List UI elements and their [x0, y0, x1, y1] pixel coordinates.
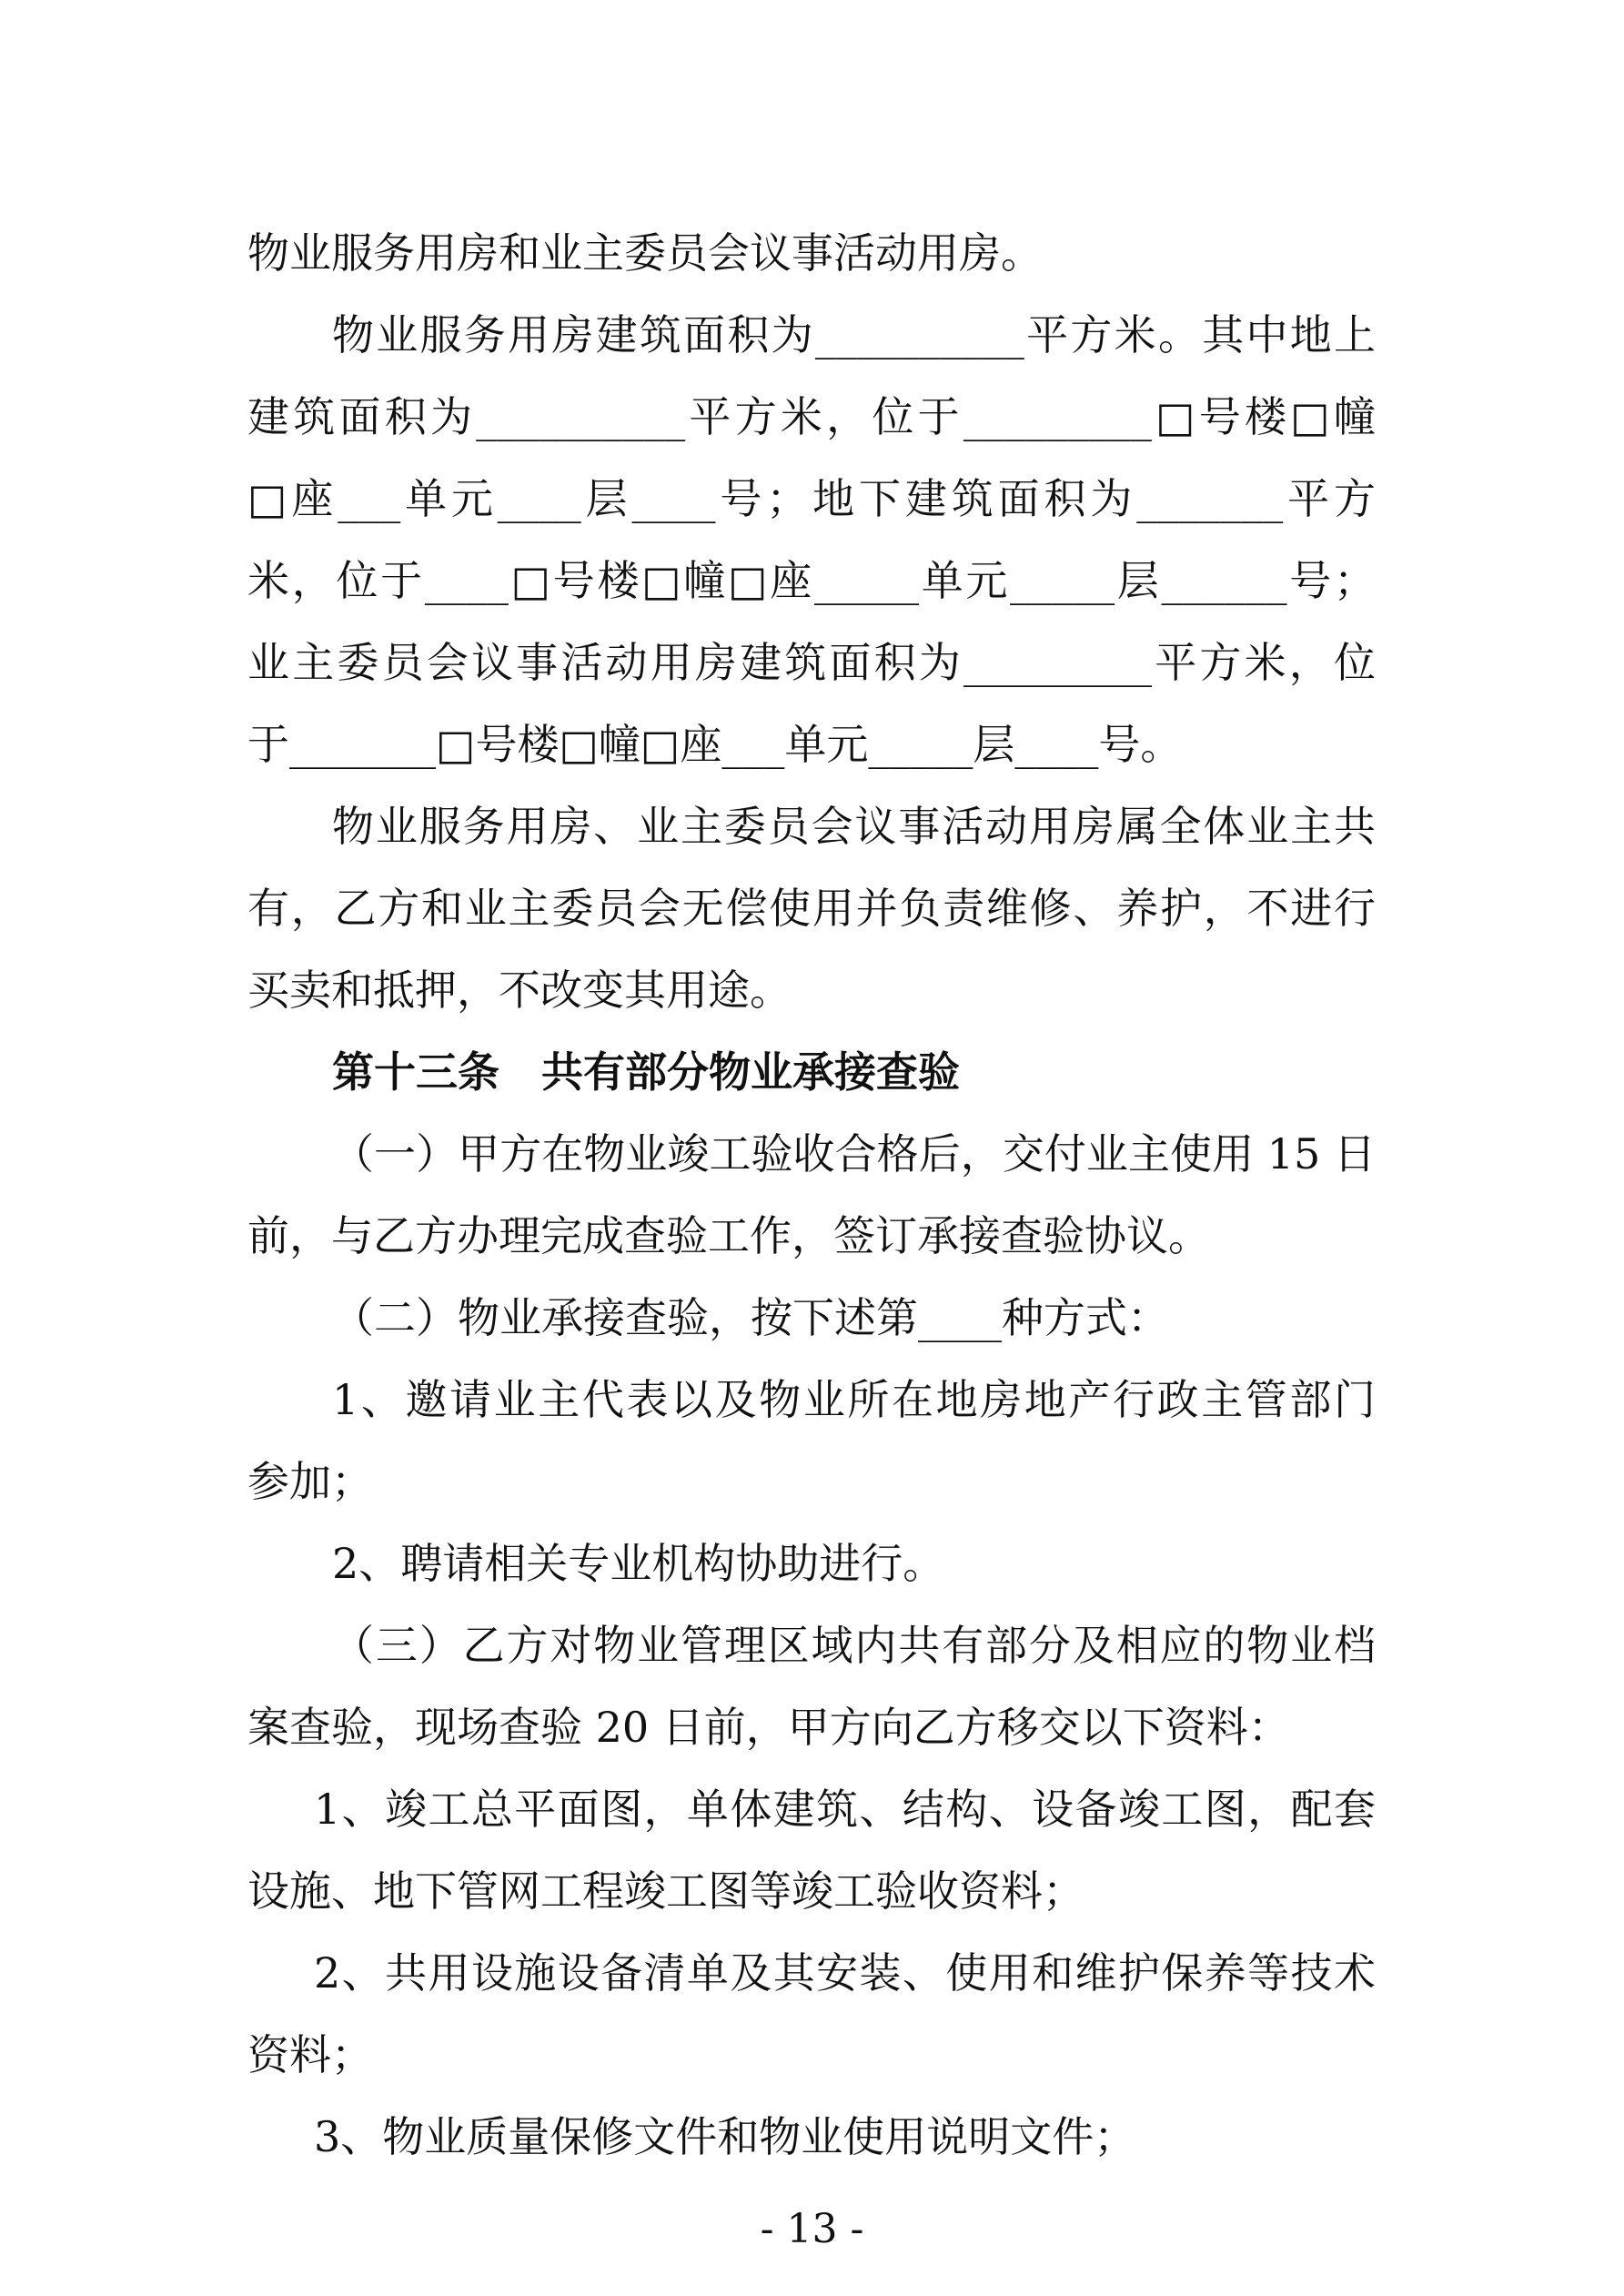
text-line: 买卖和抵押，不改变其用途。 — [247, 966, 792, 1015]
text-line: 1、邀请业主代表以及物业所在地房地产行政主管部门 — [332, 1375, 1376, 1424]
text-line: 3、物业质量保修文件和物业使用说明文件； — [314, 2112, 1136, 2161]
text-line: 资料； — [247, 2030, 373, 2079]
text-line: 物业服务用房建筑面积为__________平方米。其中地上 — [332, 310, 1376, 359]
text-line: □座___单元____层____号；地下建筑面积为_______平方 — [247, 474, 1376, 523]
text-line: 案查验，现场查验 20 日前，甲方向乙方移交以下资料： — [247, 1703, 1290, 1752]
text-line: 物业服务用房、业主委员会议事活动用房属全体业主共 — [332, 802, 1376, 851]
text-line: 建筑面积为__________平方米，位于_________□号楼□幢 — [247, 392, 1376, 441]
text-line: 米，位于____□号楼□幢□座_____单元_____层______号； — [247, 556, 1376, 605]
text-line: 2、聘请相关专业机构协助进行。 — [332, 1539, 945, 1588]
section-heading: 第十三条 共有部分物业承接查验 — [332, 1047, 960, 1097]
text-line: （一）甲方在物业竣工验收合格后，交付业主使用 15 日 — [332, 1129, 1376, 1178]
text-line: 参加； — [247, 1457, 373, 1506]
text-line: 业主委员会议事活动用房建筑面积为_________平方米，位 — [247, 638, 1376, 687]
page-number: - 13 - — [760, 2206, 864, 2252]
text-line: 2、共用设施设备清单及其安装、使用和维护保养等技术 — [314, 1948, 1376, 1998]
text-line: （二）物业承接查验，按下述第____种方式： — [332, 1293, 1169, 1342]
text-line: 有，乙方和业主委员会无偿使用并负责维修、养护，不进行 — [247, 884, 1376, 933]
text-line: 前，与乙方办理完成查验工作，签订承接查验协议。 — [247, 1211, 1210, 1260]
text-line: 于_______□号楼□幢□座___单元_____层____号。 — [247, 720, 1183, 769]
text-line: 设施、地下管网工程竣工图等竣工验收资料； — [247, 1866, 1084, 1916]
text-line: （三）乙方对物业管理区域内共有部分及相应的物业档 — [332, 1621, 1376, 1670]
text-line: 物业服务用房和业主委员会议事活动用房。 — [247, 228, 1043, 278]
text-line: 1、竣工总平面图，单体建筑、结构、设备竣工图，配套 — [314, 1785, 1376, 1834]
